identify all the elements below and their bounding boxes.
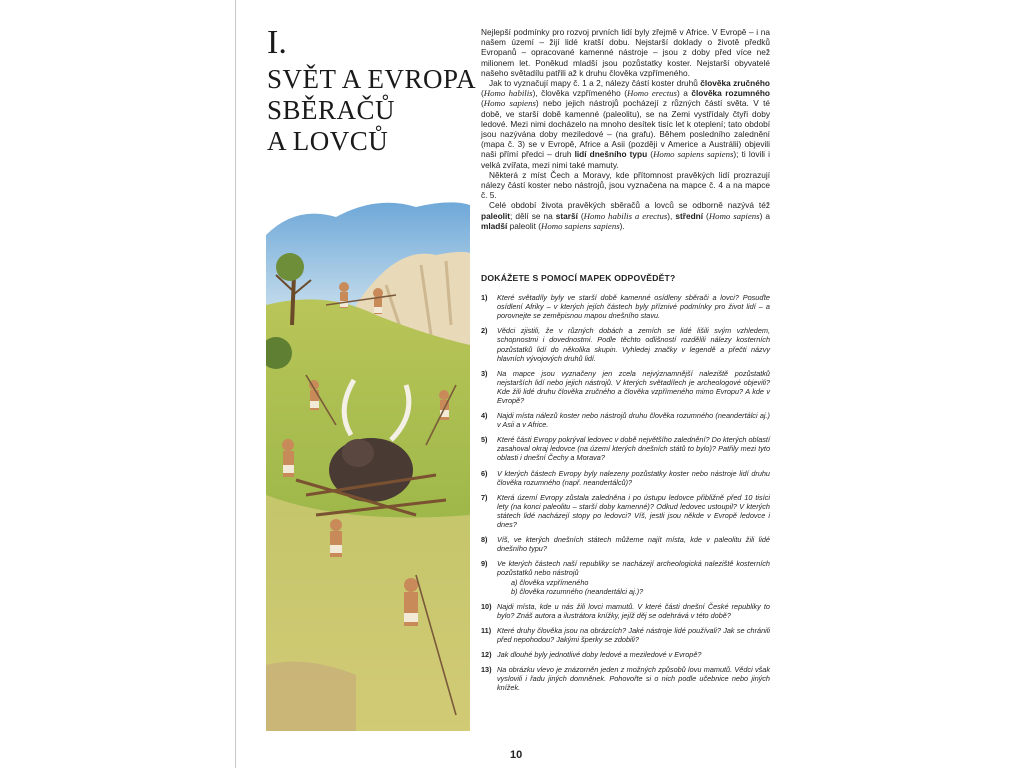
text-column (481, 27, 770, 698)
question-number: 3) (481, 368, 488, 378)
intro-paragraph: Celé období života pravěkých sběračů a lovců se odborně nazývá též paleolit; dělí se na starší (Homo habilis a erectus), střední (Homo sapiens) a mladší paleolit (Homo sapiens sapiens). (481, 200, 770, 231)
page-number: 10 (510, 749, 523, 761)
question-number: 8) (481, 535, 488, 545)
question-item (481, 493, 770, 529)
question-number: 7) (481, 492, 488, 502)
mammoth-hunt-illustration (266, 195, 470, 731)
title-line: SBĚRAČŮ (267, 95, 396, 125)
question-item (481, 559, 770, 595)
question-text: V kterých částech Evropy byly nalezeny pozůstatky koster nebo nástroje lidí druhu člověka rozumného (např. neandertálců)? (497, 468, 770, 487)
chapter-title (267, 64, 482, 157)
question-item (481, 369, 770, 405)
intro-text (481, 27, 770, 231)
question-item (481, 665, 770, 692)
intro-paragraph: Jak to vyznačují mapy č. 1 a 2, nálezy částí koster druhů člověka zručného (Homo habilis), člověka vzpřímeného (Homo erectus) a člověka rozumného (Homo sapiens) nebo jejich nástrojů pocházejí z různých částí světa. V té době, ve starší době kamenné (paleolitu), se na Zemi vystřídaly čtyři doby ledové. Mezi nimi docházelo na mnoho desítek tisíc let k oteplení; tato období jsou nazývána doby meziledové – (na grafu). Během posledního zalednění (mapa č. 3) se v Evropě, Africe a Asii (později v Americe a Austrálii) objevili naši přímí předci – druh lidí dnešního typu (Homo sapiens sapiens); ti lovili i velká zvířata, mezi nimi také mamuty. (481, 78, 771, 170)
question-number: 11) (481, 625, 492, 635)
question-item (481, 469, 770, 487)
question-text: Najdi místa nálezů koster nebo nástrojů druhu člověka rozumného (neandertálci aj.) v Asii a v Africe. (497, 411, 770, 430)
questions-list (481, 293, 770, 692)
question-subitem: a) člověka vzpřímeného (511, 577, 589, 587)
question-text: Které druhy člověka jsou na obrázcích? Jaké nástroje lidé používali? Jak se chránili před nepohodou? Jakými šperky se zdobili? (497, 625, 770, 644)
question-number: 1) (481, 293, 488, 303)
title-line: SVĚT A EVROPA (267, 64, 477, 94)
question-text: Jak dlouhé byly jednotlivé doby ledové a meziledové v Evropě? (497, 650, 702, 660)
book-page (235, 0, 791, 768)
question-text: Vědci zjistili, že v různých dobách a zemích se lidé lišili svým vzhledem, schopnostmi i dovednostmi. Podle těchto odlišností rozdělili nálezy kosterních pozůstatků lidí do několika skupin. Vyhledej značky v legendě a přečti názvy hlavních vývojových druhů lidí. (497, 326, 770, 363)
question-item (481, 650, 770, 659)
question-text: Ve kterých částech naší republiky se nacházejí archeologická naleziště kosterních pozůstatků nebo nástrojů a) člověka vzpřímeného b) člověka rozumného (neandertálci aj.)? (497, 559, 770, 596)
title-line: A LOVCŮ (267, 126, 389, 156)
question-text: Která území Evropy zůstala zaledněna i po ústupu ledovce přibližně před 10 tisíci lety (na konci paleolitu – starší doby kamenné)? Odkud ledovec ustoupil? V kterých státech lidé nacházejí stopy po ledovci? Víš, jestli jsou někde v Evropě ledovce i dnes? (497, 492, 770, 530)
question-number: 13) (481, 665, 492, 675)
question-item (481, 626, 770, 644)
question-text: Najdi místa, kde u nás žili lovci mamutů. V které části dnešní České republiky to bylo? Znáš autora a ilustrátora knížky, jejíž děj se odehrává v této době? (497, 601, 770, 620)
question-number: 2) (481, 326, 488, 336)
question-item (481, 602, 770, 620)
question-text: Které světadíly byly ve starší době kamenné osídleny sběrači a lovci? Posuďte osídlení Afriky – v kterých jejích částech byly příznivé podmínky pro život lidí – a porovnejte se zeměpisnou mapou dnešního stavu. (497, 293, 770, 321)
question-text: Víš, ve kterých dnešních státech můžeme najít místa, kde v paleolitu žili lidé dnešního typu? (497, 535, 770, 554)
question-item (481, 435, 770, 462)
intro-paragraph: Některá z míst Čech a Moravy, kde přítomnost pravěkých lidí prozrazují nálezy částí koster nebo nástrojů, jsou vyznačena na mapce č. 4 a na mapce č. 5. (481, 169, 770, 201)
question-text: Které části Evropy pokrýval ledovec v době největšího zalednění? Do kterých oblastí zasahoval okraj ledovce (na území kterých dnešních států to bylo)? Patřily mezi tyto oblasti i dnešní Čechy a Morava? (497, 435, 770, 463)
question-item (481, 326, 770, 362)
question-item (481, 293, 770, 320)
intro-paragraph: Nejlepší podmínky pro rozvoj prvních lidí byly zřejmě v Africe. V Evropě – i na našem území – žijí lidé kratší dobu. Nejstarší doklady o životě předků Evropanů – opracované kamenné nástroje – jsou z doby před více než milionem let. Poněkud mladší jsou pozůstatky koster. Nejstarší obyvatelé našeho světadílu patřili až k druhu člověka vzpřímeného. (481, 27, 770, 78)
question-number: 9) (481, 559, 488, 569)
questions-heading: DOKÁŽETE S POMOCÍ MAPEK ODPOVĚDĚT? (481, 273, 676, 284)
question-number: 4) (481, 411, 488, 421)
question-item (481, 411, 770, 429)
question-number: 6) (481, 468, 488, 478)
question-subitem: b) člověka rozumného (neandertálci aj.)? (511, 586, 644, 596)
question-text: Na obrázku vlevo je znázorněn jeden z možných způsobů lovu mamutů. Vědci však vyslovili i řadu jiných domněnek. Pohovořte si o nich podle učebnice nebo jiných knížek. (497, 665, 770, 693)
question-number: 5) (481, 435, 488, 445)
question-number: 10) (481, 601, 492, 611)
question-number: 12) (481, 650, 492, 660)
question-text: Na mapce jsou vyznačeny jen zcela nejvýznamnější naleziště pozůstatků nejstarších lidí nebo jejich nástrojů. V kterých světadílech je archeologové objevili? Kde žili lidé druhu člověka zručného a člověka vzpřímeného mimo Evropu? A kde v Evropě? (497, 368, 770, 405)
chapter-number: I. (267, 24, 287, 61)
question-item (481, 535, 770, 553)
